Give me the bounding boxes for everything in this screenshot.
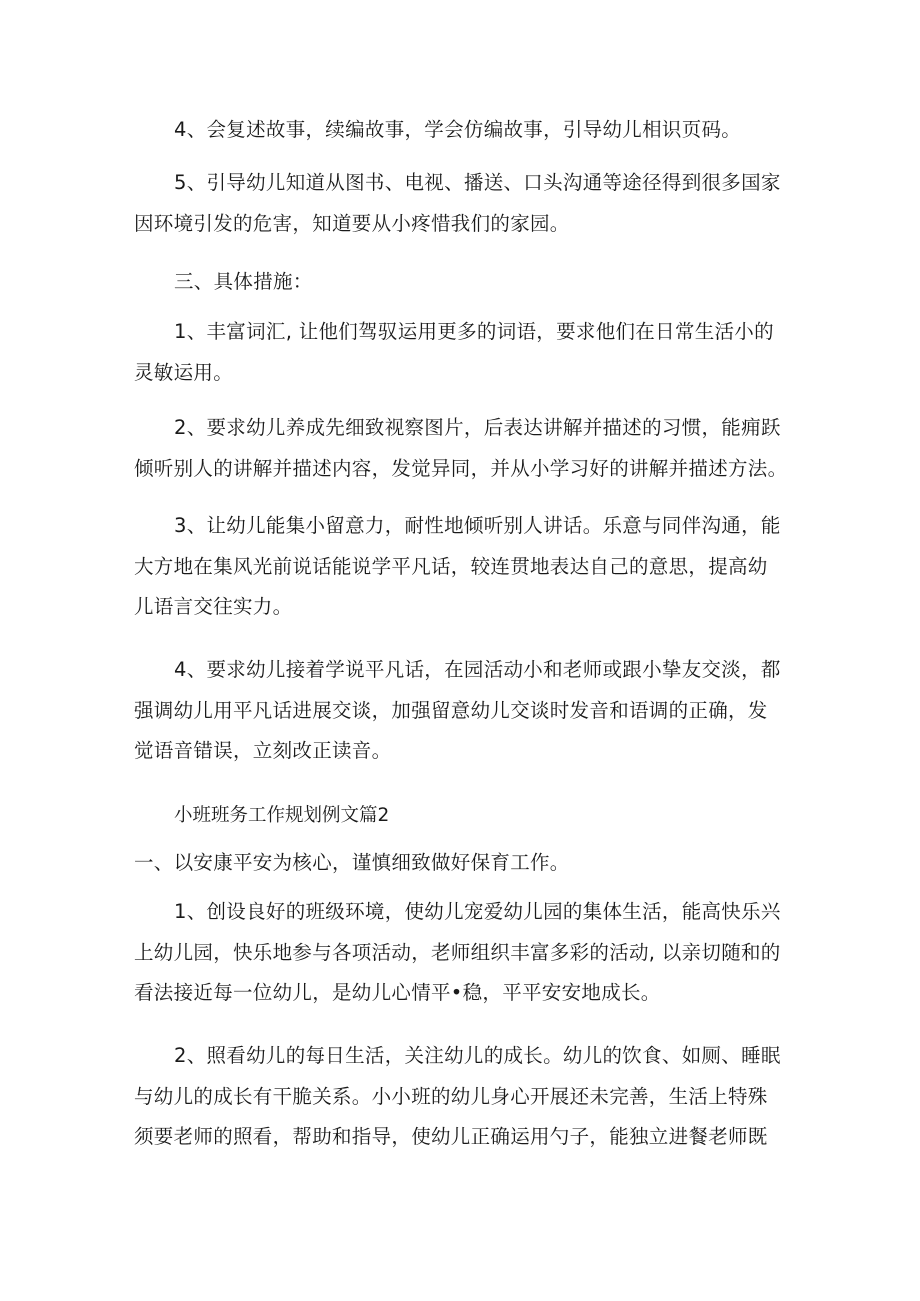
text-line: 一、以安康平安为核心，谨慎细致做好保育工作。	[134, 851, 570, 874]
text-line: 与幼儿的成长有干脆关系。小小班的幼儿身心开展还未完善，生活上特殊	[134, 1084, 768, 1108]
text-line: 2、要求幼儿养成先细致视察图片，后表达讲解并描述的习惯，能痈跃	[174, 416, 781, 439]
text-line: 5、引导幼儿知道从图书、电视、播送、口头沟通等途径得到很多国家	[174, 171, 781, 194]
text-line: 觉语音错误，立刻改正读音。	[134, 739, 392, 762]
paragraph-measure-2	[134, 408, 794, 489]
text-line: 大方地在集风光前说话能说学平凡话，较连贯地表达自己的意思，提高幼	[134, 554, 768, 578]
text-line: 3、让幼儿能集小留意力，耐性地倾听别人讲话。乐意与同伴沟通，能	[174, 514, 781, 537]
text-line: 1、创设良好的班级环境，使幼儿宠爱幼儿园的集体生活，能高快乐兴	[174, 900, 781, 923]
text-line: 三、具体措施：	[174, 270, 313, 293]
text-line: 强调幼儿用平凡话进展交谈，加强留意幼儿交谈时发音和语调的正确，发	[134, 698, 768, 722]
text-line: 因环境引发的危害，知道要从小疼惜我们的家园。	[134, 211, 570, 235]
paragraph-measure-1	[134, 312, 794, 393]
text-line: 须要老师的照看，帮助和指导，使幼儿正确运用勺子，能独立进餐老师既	[134, 1125, 768, 1148]
paragraph-measure-4	[134, 650, 794, 772]
text-line: 4、会复述故事，续编故事，学会仿编故事，引导幼儿相识页码。	[174, 118, 742, 141]
text-line: 2、照看幼儿的每日生活，关注幼儿的成长。幼儿的饮食、如厕、睡眠	[174, 1044, 781, 1067]
text-line: 灵敏运用。	[134, 360, 234, 384]
text-line: 4、要求幼儿接着学说平凡话，在园活动小和老师或跟小挚友交淡，都	[174, 658, 781, 681]
article-title	[134, 796, 834, 837]
paragraph-measure-3	[134, 506, 794, 628]
section-heading-measures	[134, 262, 834, 303]
text-line: 看法接近每一位幼儿，是幼儿心情平•稳，平平安安地成长。	[134, 981, 661, 1004]
paragraph-item-4	[134, 110, 834, 151]
text-line: 儿语言交往实力。	[134, 595, 293, 618]
text-line: 1、丰富词汇, 让他们驾驭运用更多的词语，要求他们在日常生活小的	[174, 320, 774, 343]
text-line: 小班班务工作规划例文篇2	[174, 805, 390, 826]
paragraph-care-2	[134, 1036, 794, 1158]
paragraph-item-5	[134, 163, 794, 244]
text-line: 倾听别人的讲解并描述内容，发觉异同，并从小学习好的讲解并描述方法。	[134, 456, 788, 480]
text-line: 上幼儿园，快乐地参与各项活动，老师组织丰富多彩的活动, 以亲切随和的	[134, 940, 781, 964]
section-heading-safety	[134, 843, 794, 884]
paragraph-care-1	[134, 892, 794, 1014]
